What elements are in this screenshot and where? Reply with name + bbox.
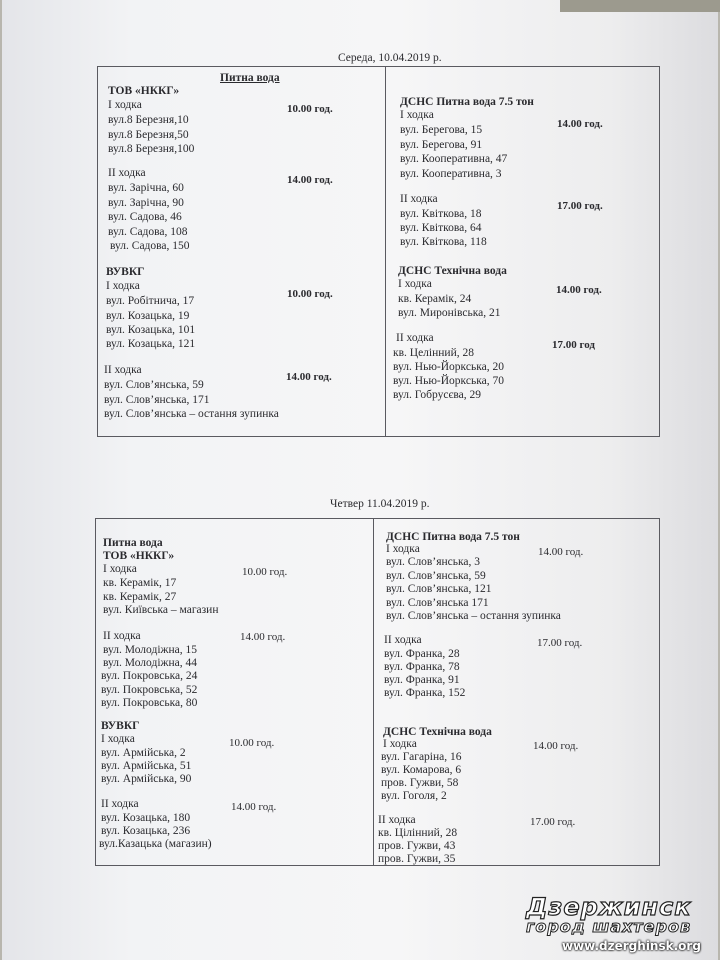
list-item: вул. Козацька, 121	[106, 338, 196, 350]
list-item: вул. Молодіжна, 44	[103, 657, 197, 669]
day2-left-heading: Питна вода	[103, 537, 163, 549]
day1-date: Середа, 10.04.2019 р.	[338, 52, 442, 64]
day2-left-r2: ІІ ходка	[103, 630, 141, 642]
list-item: вул. Франка, 152	[384, 687, 466, 699]
day1-right-r1-time: 14.00 год.	[557, 118, 603, 130]
day2-right-r4-time: 17.00 год.	[530, 816, 576, 828]
day2-right-r2-time: 17.00 год.	[537, 637, 583, 649]
day1-left-org2: ВУВКГ	[106, 266, 145, 278]
list-item: вул. Гоголя, 2	[381, 790, 447, 802]
day1-left-r2: ІІ ходка	[108, 167, 146, 179]
list-item: вул. Робітнича, 17	[106, 295, 195, 307]
day2-divider	[373, 518, 374, 866]
day2-right-org1: ДСНС Питна вода 7.5 тон	[386, 531, 520, 543]
day2-right-r2: ІІ ходка	[384, 634, 422, 646]
list-item: кв. Керамік, 17	[103, 577, 177, 589]
list-item: вул. Слов’янська – остання зупинка	[104, 408, 279, 420]
list-item: вул.Казацька (магазин)	[99, 838, 212, 850]
day2-left-r2-time: 14.00 год.	[240, 631, 286, 643]
list-item: вул. Кооперативна, 47	[400, 153, 508, 165]
day2-date: Четвер 11.04.2019 р.	[330, 498, 430, 510]
day2-left-r3-time: 10.00 год.	[229, 737, 275, 749]
list-item: вул. Садова, 150	[110, 240, 190, 252]
list-item: пров. Гужви, 35	[378, 853, 456, 865]
list-item: вул. Покровська, 52	[101, 684, 198, 696]
list-item: вул. Кооперативна, 3	[400, 168, 502, 180]
day1-left-org1: ТОВ «НККГ»	[108, 85, 180, 97]
watermark-url: www.dzerghinsk.org	[562, 939, 701, 953]
watermark-title: Дзержинск	[526, 893, 692, 921]
list-item: вул. Берегова, 91	[400, 139, 483, 151]
day1-left-r2-time: 14.00 год.	[287, 174, 333, 186]
list-item: вул. Слов’янська – остання зупинка	[386, 610, 561, 622]
day2-right-r3: І ходка	[383, 738, 417, 750]
list-item: вул. Гобрусєва, 29	[393, 389, 482, 401]
day2-left-r3: І ходка	[101, 733, 135, 745]
day1-right-r2: ІІ ходка	[400, 193, 438, 205]
day2-left-r1-time: 10.00 год.	[242, 566, 288, 578]
list-item: вул. Квіткова, 18	[400, 208, 482, 220]
day1-left-heading: Питна вода	[220, 72, 280, 84]
list-item: вул. Покровська, 24	[101, 670, 198, 682]
day1-right-org1: ДСНС Питна вода 7.5 тон	[400, 96, 534, 108]
list-item: вул. Козацька, 180	[101, 812, 191, 824]
list-item: вул. Гагаріна, 16	[381, 751, 462, 763]
list-item: вул. Франка, 78	[384, 661, 460, 673]
day2-left-org2: ВУВКГ	[101, 720, 140, 732]
day1-right-r3: І ходка	[398, 278, 432, 290]
list-item: вул. Київська – магазин	[103, 604, 219, 616]
list-item: вул. Слов’янська, 59	[104, 379, 204, 391]
list-item: вул. Слов’янська, 59	[386, 570, 486, 582]
list-item: вул. Армійська, 2	[101, 747, 186, 759]
list-item: вул. Козацька, 19	[106, 310, 190, 322]
background-strip	[560, 0, 720, 12]
list-item: вул. Слов’янська, 3	[386, 556, 480, 568]
list-item: вул. Зарічна, 90	[108, 197, 184, 209]
site-watermark-logo	[522, 893, 718, 957]
list-item: пров. Гужви, 58	[381, 777, 459, 789]
day2-right-r4: ІІ ходка	[378, 814, 416, 826]
day1-left-r4-time: 14.00 год.	[286, 371, 332, 383]
day1-right-r4-time: 17.00 год	[552, 339, 595, 351]
list-item: вул. Садова, 108	[108, 226, 188, 238]
watermark-subtitle: город шахтеров	[526, 917, 692, 936]
list-item: вул.8 Березня,50	[108, 129, 189, 141]
list-item: кв. Керамік, 27	[103, 591, 177, 603]
list-item: вул. Нью-Йоркська, 20	[393, 361, 504, 373]
list-item: вул. Нью-Йоркська, 70	[393, 375, 504, 387]
list-item: пров. Гужви, 43	[378, 840, 456, 852]
list-item: кв. Цілінний, 28	[378, 827, 458, 839]
day1-left-r1: І ходка	[108, 99, 142, 111]
list-item: вул. Квіткова, 118	[400, 236, 487, 248]
list-item: вул. Франка, 91	[384, 674, 460, 686]
list-item: вул. Армійська, 90	[101, 773, 192, 785]
list-item: вул. Комарова, 6	[381, 764, 462, 776]
day2-left-r1: І ходка	[103, 563, 137, 575]
list-item: вул. Миронівська, 21	[398, 307, 501, 319]
list-item: вул. Козацька, 101	[106, 324, 196, 336]
list-item: вул. Зарічна, 60	[108, 182, 184, 194]
day1-left-r3-time: 10.00 год.	[287, 288, 333, 300]
day2-left-r4-time: 14.00 год.	[231, 801, 277, 813]
list-item: вул. Квіткова, 64	[400, 222, 482, 234]
list-item: вул. Слов’янська 171	[386, 597, 489, 609]
day2-right-r1: І ходка	[386, 543, 420, 555]
day1-right-r4: ІІ ходка	[396, 332, 434, 344]
list-item: вул. Слов’янська, 171	[104, 394, 210, 406]
list-item: кв. Целінний, 28	[393, 347, 474, 359]
list-item: вул.8 Березня,100	[108, 143, 195, 155]
day2-right-r3-time: 14.00 год.	[533, 740, 579, 752]
day1-left-r3: І ходка	[106, 280, 140, 292]
day2-left-org1: ТОВ «НККГ»	[103, 550, 175, 562]
day1-left-r1-time: 10.00 год.	[287, 103, 333, 115]
day1-left-r4: ІІ ходка	[104, 364, 142, 376]
list-item: вул. Молодіжна, 15	[103, 644, 197, 656]
day1-right-r2-time: 17.00 год.	[557, 200, 603, 212]
list-item: вул. Садова, 46	[108, 211, 182, 223]
list-item: вул.8 Березня,10	[108, 114, 189, 126]
list-item: кв. Керамік, 24	[398, 293, 472, 305]
list-item: вул. Франка, 28	[384, 648, 460, 660]
day2-right-org2: ДСНС Технічна вода	[383, 726, 492, 738]
list-item: вул. Покровська, 80	[101, 697, 198, 709]
list-item: вул. Берегова, 15	[400, 124, 483, 136]
list-item: вул. Армійська, 51	[101, 760, 192, 772]
day1-right-org2: ДСНС Технічна вода	[398, 265, 507, 277]
day1-divider	[385, 66, 386, 437]
day1-right-r3-time: 14.00 год.	[556, 284, 602, 296]
day2-left-r4: ІІ ходка	[101, 798, 139, 810]
list-item: вул. Слов’янська, 121	[386, 583, 492, 595]
day2-right-r1-time: 14.00 год.	[538, 546, 584, 558]
day1-right-r1: І ходка	[400, 109, 434, 121]
list-item: вул. Козацька, 236	[101, 825, 191, 837]
